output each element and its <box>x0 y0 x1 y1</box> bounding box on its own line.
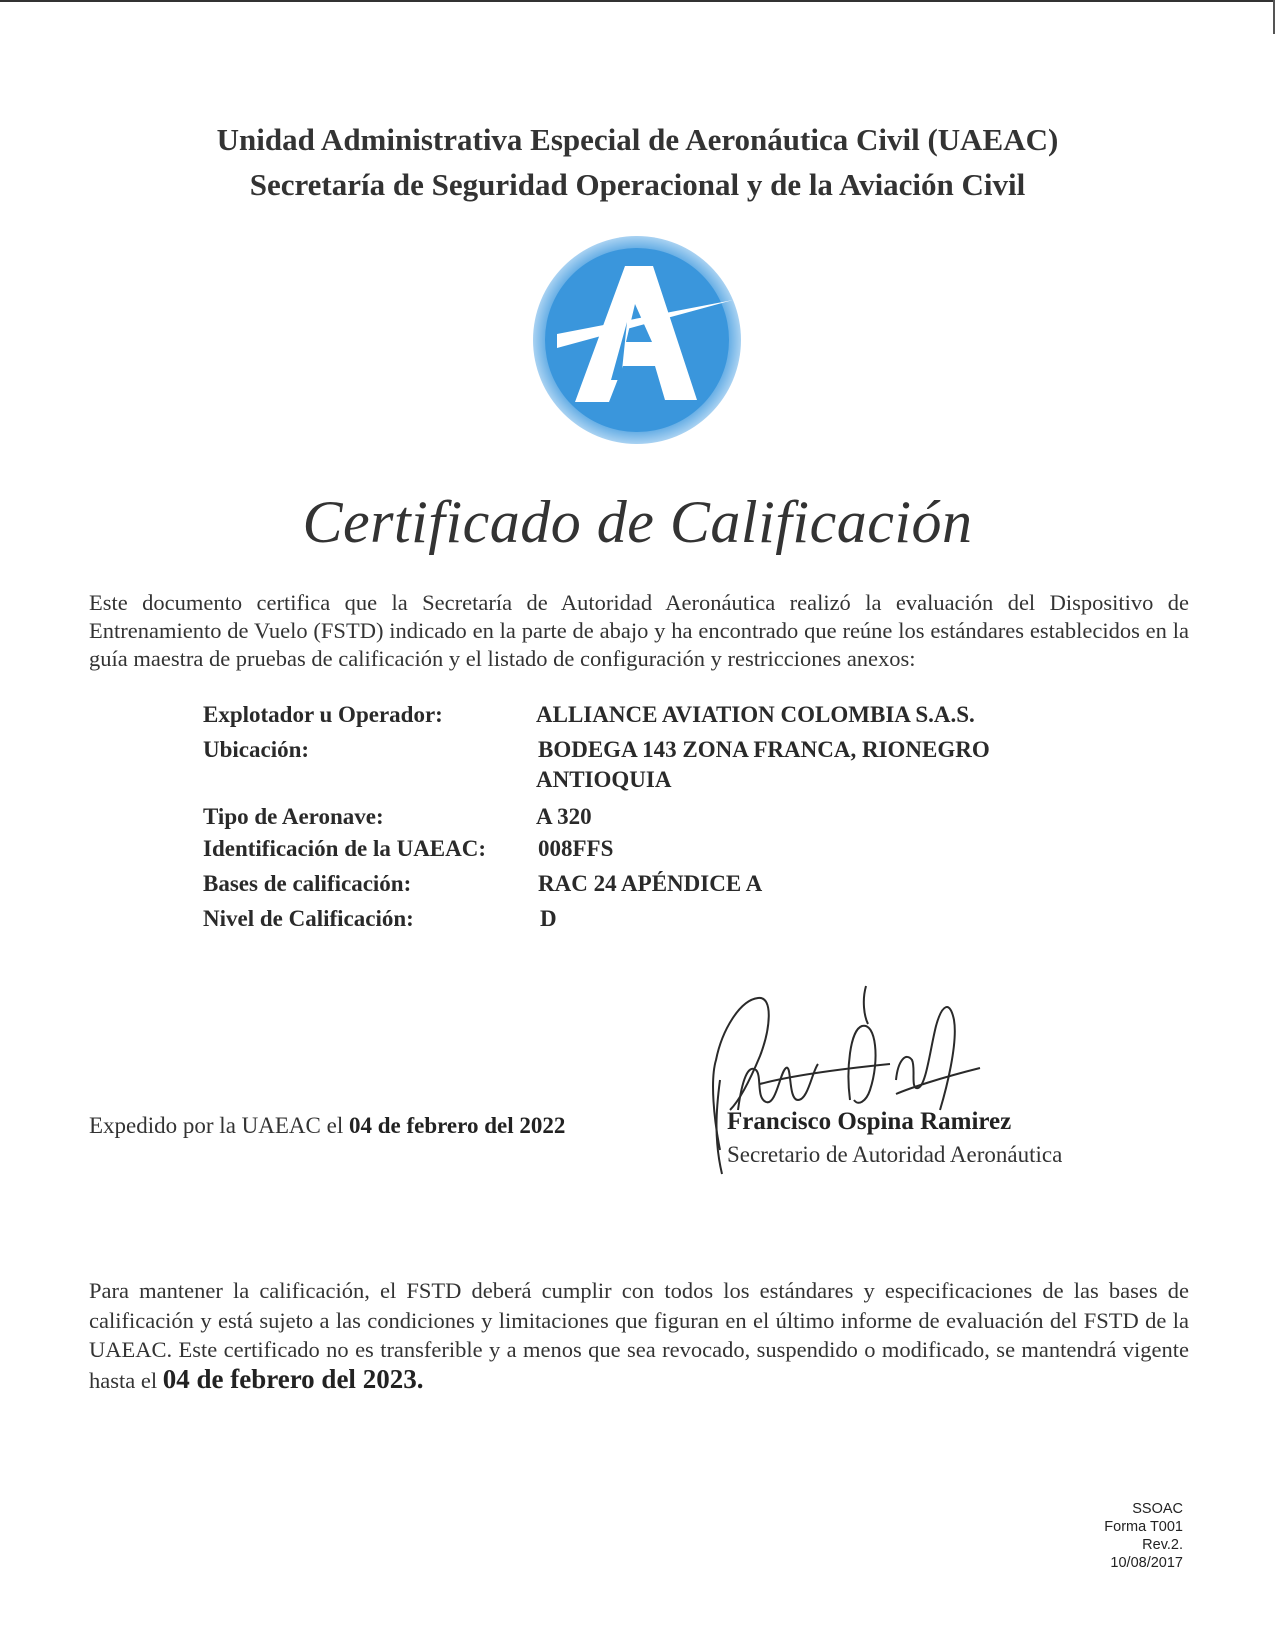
operator-value: ALLIANCE AVIATION COLOMBIA S.A.S. <box>536 702 975 727</box>
agency-name: Unidad Administrativa Especial de Aeronáutica Civil (UAEAC) <box>216 122 1059 157</box>
issued-prefix: Expedido por la UAEAC el <box>89 1113 349 1138</box>
signatory-name: Francisco Ospina Ramirez <box>727 1108 1012 1135</box>
qualification-basis-label: Bases de calificación: <box>203 871 412 896</box>
issued-statement <box>89 1113 565 1139</box>
validity-date: 04 de febrero del 2023. <box>162 1363 424 1394</box>
top-border <box>0 0 1275 2</box>
qualification-level-label: Nivel de Calificación: <box>203 906 414 931</box>
uaeac-id-label: Identificación de la UAEAC: <box>203 836 487 861</box>
location-value: BODEGA 143 ZONA FRANCA, RIONEGRO <box>538 737 990 762</box>
validity-paragraph <box>89 1276 1189 1395</box>
signatory-title: Secretario de Autoridad Aeronáutica <box>727 1142 1063 1167</box>
location-value-line2: ANTIOQUIA <box>536 767 672 792</box>
form-code-line3: Rev.2. <box>1142 1537 1183 1553</box>
certificate-title: Certificado de Calificación <box>302 489 973 555</box>
intro-paragraph: Este documento certifica que la Secretaría de Autoridad Aeronáutica realizó la evaluación del Dispositivo de Entrenamiento de Vuelo (FSTD) indicado en la parte de abajo y ha encontrado que reúne los estándares establecidos en la guía maestra de pruebas de calificación y el listado de configuración y restricciones anexos: <box>89 590 1189 671</box>
form-code-line2: Forma T001 <box>1104 1519 1183 1535</box>
qualification-basis-value: RAC 24 APÉNDICE A <box>538 871 763 896</box>
aircraft-type-label: Tipo de Aeronave: <box>203 804 384 829</box>
location-label: Ubicación: <box>203 737 310 762</box>
form-code-block <box>1104 1500 1183 1572</box>
uaeac-id-value: 008FFS <box>538 836 614 861</box>
secretariat-name: Secretaría de Seguridad Operacional y de la Aviación Civil <box>249 167 1026 202</box>
validity-text: Para mantener la calificación, el FSTD deberá cumplir con todos los estándares y especificaciones de las bases de calificación y está sujeto a las condiciones y limitaciones que figuran en el último informe de evaluación del FSTD de la UAEAC. Este certificado no es transferible y a menos que sea revocado, suspendido o modificado, se mantendrá vigente hasta el <box>89 1278 1189 1393</box>
form-code-line1: SSOAC <box>1132 1501 1183 1517</box>
aircraft-type-value: A 320 <box>536 804 592 829</box>
aerocivil-a-logo-icon <box>527 230 747 450</box>
operator-label: Explotador u Operador: <box>203 702 443 727</box>
qualification-level-value: D <box>540 906 557 931</box>
issued-date: 04 de febrero del 2022 <box>348 1113 566 1138</box>
form-code-line4: 10/08/2017 <box>1110 1555 1183 1571</box>
